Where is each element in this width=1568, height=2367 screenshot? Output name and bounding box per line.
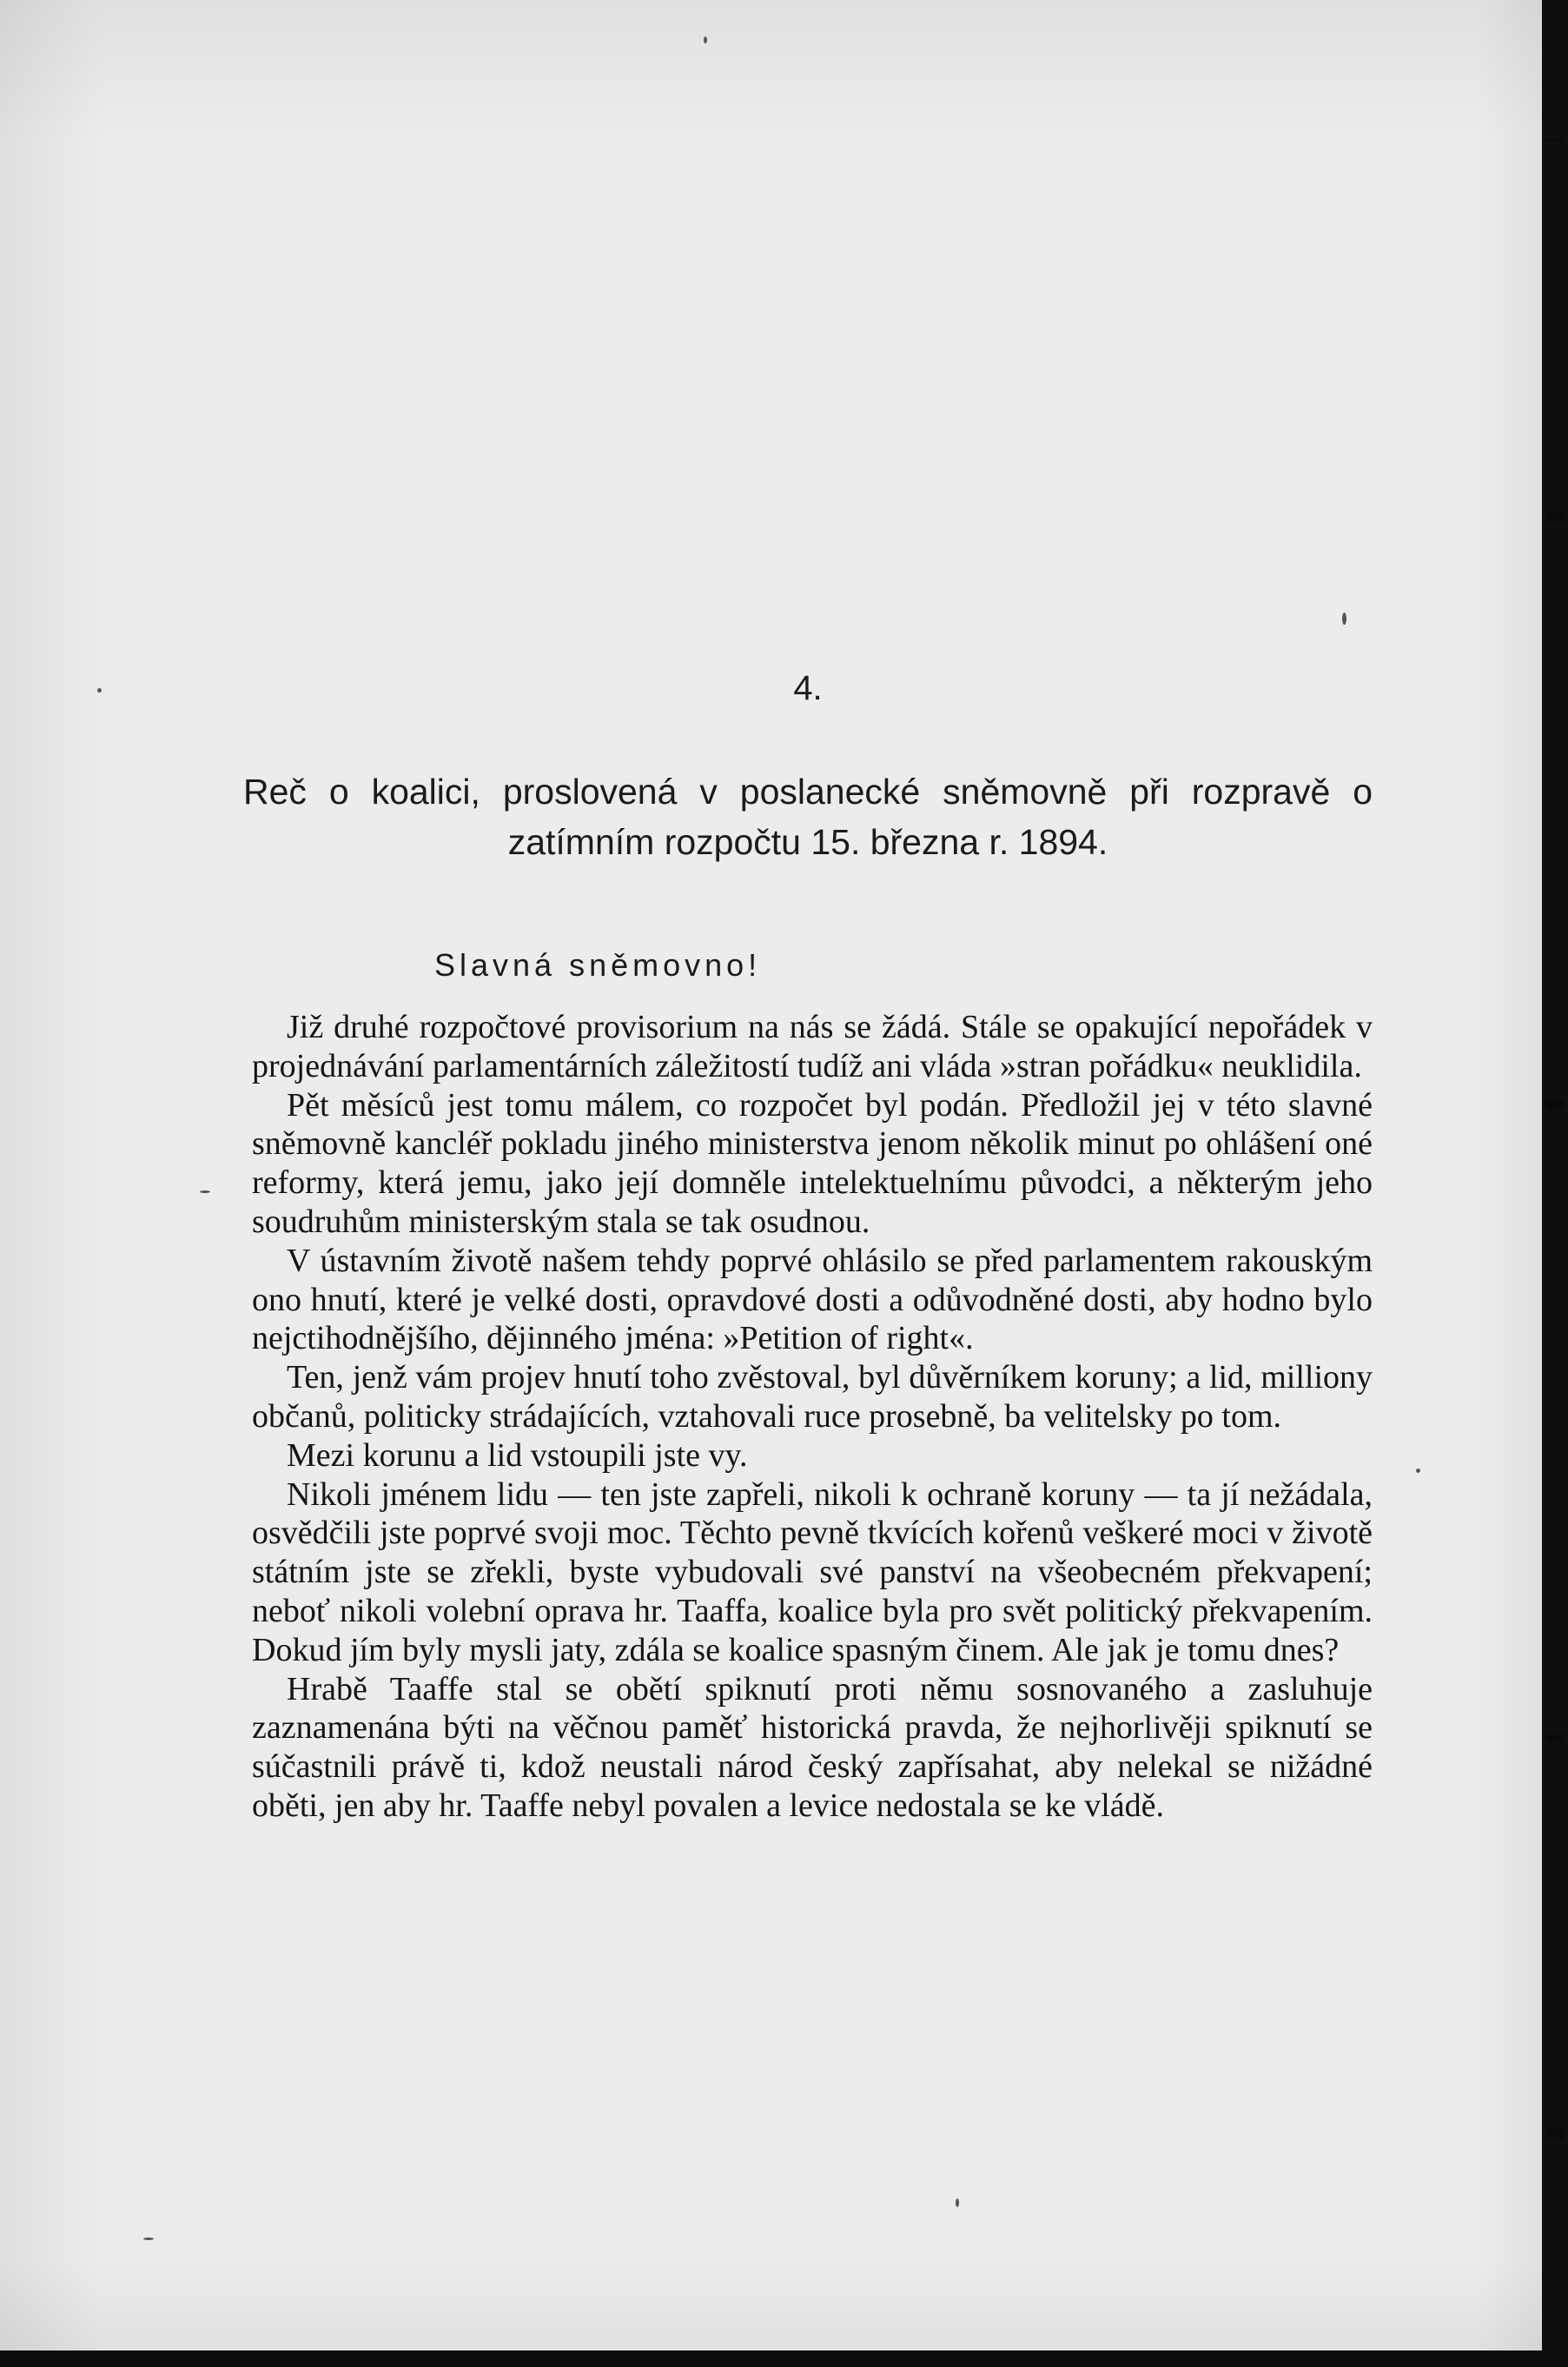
paragraph: Mezi korunu a lid vstoupili jste vy. [287,1436,748,1474]
speech-heading: Reč o koalici, proslovená v poslanecké sněmovně při rozpravě o zatímním rozpočtu 15. března r. 1894. [243,772,1373,862]
paragraph: Ten, jenž vám projev hnutí toho zvěstoval, byl důvěrníkem koruny; a lid, milliony občanů, politicky strádajících, vztahovali ruce prosebně, ba velitelsky po tom. [252,1359,1373,1435]
edge-mark [1545,139,1565,143]
chapter-number: 4. [793,669,823,707]
scan-edge-bottom [0,2350,1568,2367]
edge-mark [1545,1734,1565,1742]
scan-speck [200,1190,210,1193]
speech-body [252,1008,1373,1826]
paragraph: Nikoli jménem lidu — ten jste zapřeli, nikoli k ochraně koruny — ta jí nežádala, osvědčili jste poprvé svoji moc. Těchto pevně tkvících kořenů veškeré moci v životě státním jste se zřekli, byste vybudovali své panství na všeobecném překvapení; neboť nikoli volební oprava hr. Taaffa, koalice byla pro svět politický překvapením. Dokud jím byly mysli jaty, zdála se koalice spasným činem. Ale jak je tomu dnes? [252,1475,1373,1668]
edge-mark [1545,513,1565,523]
scan-speck [704,36,707,43]
scan-speck [1342,613,1346,625]
paragraph: Pět měsíců jest tomu málem, co rozpočet byl podán. Předložil jej v této slavné sněmovně kancléř pokladu jiného ministerstva jenom několik minut po ohlášení oné reformy, která jemu, jako její domněle intelektuelnímu původci, a některým jeho soudruhům ministerským stala se tak osudnou. [252,1086,1373,1240]
paragraph: V ústavním životě našem tehdy poprvé ohlásilo se před parlamentem rakouským ono hnutí, které je velké dosti, opravdové dosti a odůvodněné dosti, aby hodno bylo nejctihodnějšího, dějinného jména: »Petition of right«. [252,1242,1373,1357]
scan-edge-right [1542,0,1568,2367]
paragraph: Již druhé rozpočtové provisorium na nás se žádá. Stále se opakující nepořádek v projednávání parlamentárních záležitostí tudíž ani vláda »stran pořádku« neuklidila. [252,1009,1373,1084]
scan-speck [956,2198,959,2207]
paragraph: Hrabě Taaffe stal se obětí spiknutí proti němu sosnovaného a zasluhuje zaznamenána býti na věčnou paměť historická pravda, že nejhorlivěji spiknutí se súčastnili právě ti, kdož neustali národ český zapřísahat, aby nelekal se nižádné oběti, jen aby hr. Taaffe nebyl povalen a levice nedostala se ke vládě. [252,1670,1373,1824]
scan-speck [1416,1469,1420,1473]
scan-speck [143,2238,154,2240]
scan-speck [97,688,102,693]
salutation: Slavná sněmovno! [434,947,762,983]
edge-mark [1545,2129,1565,2139]
edge-mark [1545,1099,1565,1110]
